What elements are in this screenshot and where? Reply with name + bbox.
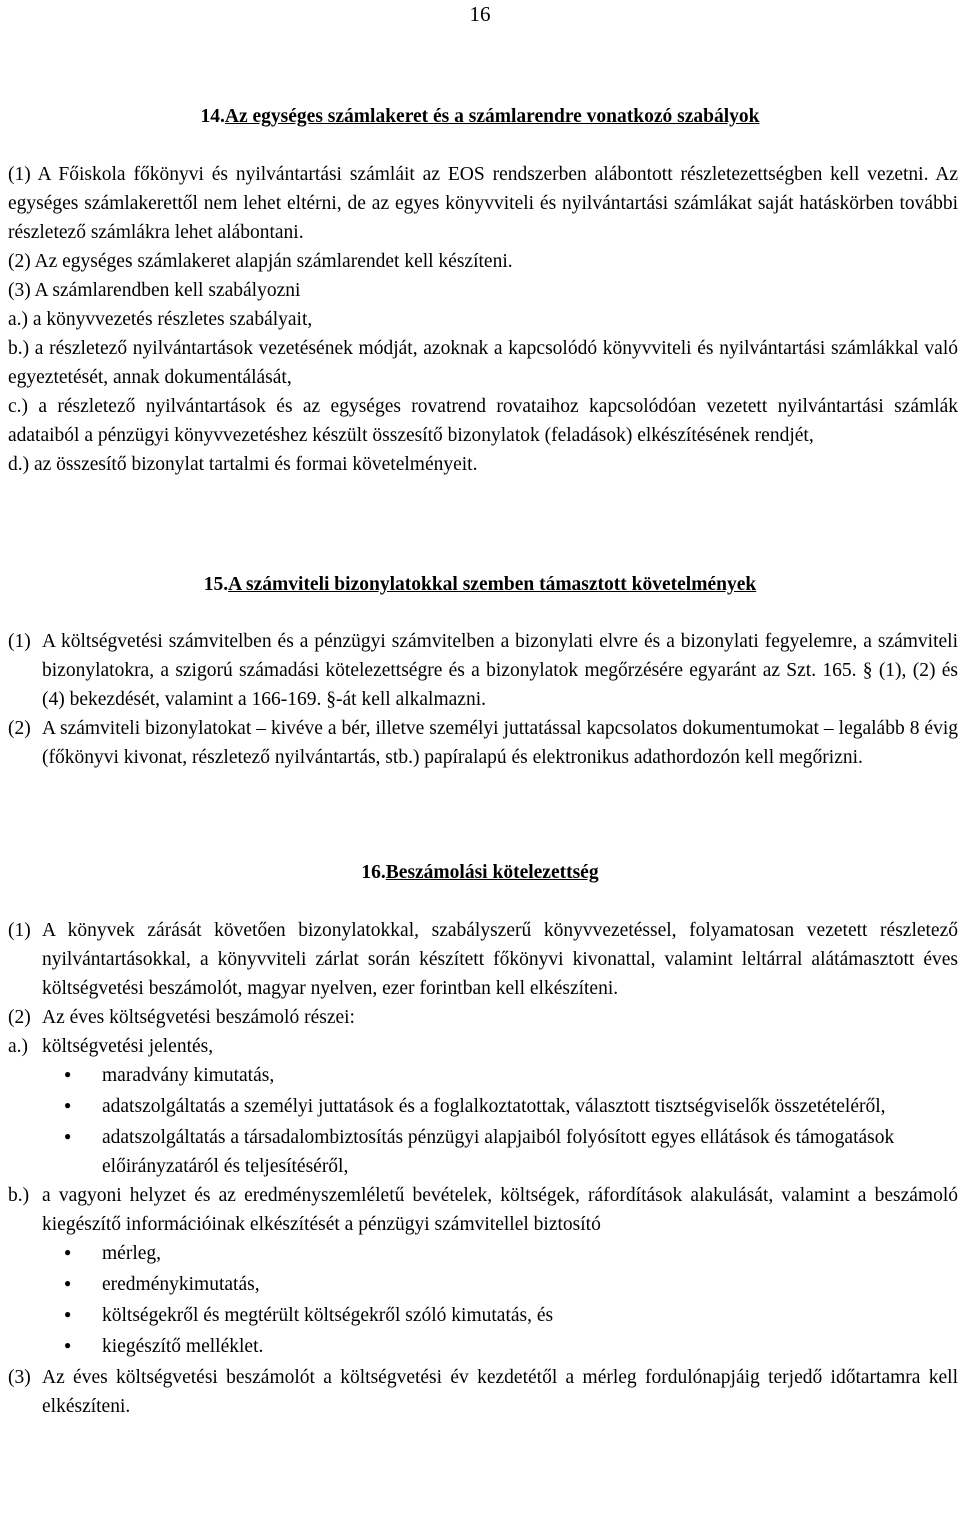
section-16-number: 16. xyxy=(361,862,386,883)
section-14-heading xyxy=(0,102,960,131)
bullet-text: kiegészítő melléklet. xyxy=(102,1336,264,1357)
item-label: a.) xyxy=(8,1036,29,1057)
paragraph-label: (2) xyxy=(8,718,31,739)
bullet-item xyxy=(64,1092,958,1123)
paragraph-label: (1) xyxy=(8,631,31,652)
section-15-number: 15. xyxy=(203,574,229,595)
section-15-paragraph-1 xyxy=(8,627,958,714)
section-16-heading xyxy=(0,858,960,887)
bullet-icon xyxy=(64,1270,102,1301)
section-16-a-bullet-list xyxy=(8,1061,958,1181)
section-14-paragraph-3: (3) A számlarendben kell szabályozni xyxy=(8,280,301,301)
section-14-item-b: b.) a részletező nyilvántartások vezetésének módját, azoknak a kapcsolódó könyvviteli és nyilvántartási számlákkal való egyeztetését, annak dokumentálását, xyxy=(8,338,958,388)
bullet-icon xyxy=(64,1332,102,1363)
section-16-body xyxy=(8,916,958,1421)
section-15-title: A számviteli bizonylatokkal szemben támasztott követelmények xyxy=(228,574,757,595)
bullet-text: mérleg, xyxy=(102,1243,162,1264)
section-16-paragraph-2 xyxy=(8,1003,958,1032)
section-14-item-c: c.) a részletező nyilvántartások és az egységes rovatrend rovataihoz kapcsolódóan vezetett nyilvántartási számlák adataiból a pénzügyi könyvvezetéshez készült összesítő bizonylatok (feladások) elkészítésének rendjét, xyxy=(8,396,958,446)
bullet-icon xyxy=(64,1239,102,1270)
paragraph-text: A költségvetési számvitelben és a pénzügyi számvitelben a bizonylati elvre és a bizonylati fegyelemre, a számviteli bizonylatokra, a szigorú számadási kötelezettségre és a bizonylatok megőrzésére egyaránt az Szt. 165. § (1), (2) és (4) bekezdését, valamint a 166-169. §-át kell alkalmazni. xyxy=(42,631,958,710)
paragraph-text: A számviteli bizonylatokat – kivéve a bér, illetve személyi juttatással kapcsolatos dokumentumokat – legalább 8 évig (főkönyvi kivonat, részletező nyilvántartás, stb.) papíralapú és elektronikus adathordozón kell megőrizni. xyxy=(42,718,958,768)
section-14-paragraph-2: (2) Az egységes számlakeret alapján számlarendet kell készíteni. xyxy=(8,251,513,272)
bullet-item xyxy=(64,1270,958,1301)
bullet-item xyxy=(64,1061,958,1092)
bullet-item xyxy=(64,1332,958,1363)
bullet-icon xyxy=(64,1092,102,1123)
item-label: b.) xyxy=(8,1185,30,1206)
bullet-item xyxy=(64,1239,958,1270)
bullet-text: adatszolgáltatás a személyi juttatások és a foglalkoztatottak, választott tisztségviselők összetételéről, xyxy=(102,1096,886,1117)
bullet-text: eredménykimutatás, xyxy=(102,1274,260,1295)
bullet-icon xyxy=(64,1301,102,1332)
paragraph-label: (3) xyxy=(8,1367,31,1388)
paragraph-label: (2) xyxy=(8,1007,31,1028)
section-14-item-a: a.) a könyvvezetés részletes szabályait, xyxy=(8,309,313,330)
section-14-number: 14. xyxy=(200,106,225,127)
page-number: 16 xyxy=(469,2,491,26)
bullet-text: költségekről és megtérült költségekről szóló kimutatás, és xyxy=(102,1305,554,1326)
section-16-paragraph-1 xyxy=(8,916,958,1003)
bullet-icon xyxy=(64,1123,102,1181)
section-16-b-bullet-list xyxy=(8,1239,958,1363)
section-14-body xyxy=(8,160,958,479)
item-text: költségvetési jelentés, xyxy=(42,1036,214,1057)
section-16-item-b xyxy=(8,1181,958,1239)
paragraph-label: (1) xyxy=(8,920,31,941)
paragraph-text: A könyvek zárását követően bizonylatokkal, szabályszerű könyvvezetéssel, folyamatosan vezetett részletező nyilvántartásokkal, a könyvviteli zárlat során készített főkönyvi kivonattal, valamint leltárral alátámasztott éves költségvetési beszámolót, magyar nyelven, ezer forintban kell elkészíteni. xyxy=(42,920,958,999)
bullet-item xyxy=(64,1301,958,1332)
section-15-heading xyxy=(0,570,960,599)
section-16-item-a xyxy=(8,1032,958,1061)
section-16-title: Beszámolási kötelezettség xyxy=(385,862,599,883)
section-14-item-d: d.) az összesítő bizonylat tartalmi és formai követelményeit. xyxy=(8,454,478,475)
bullet-text: adatszolgáltatás a társadalombiztosítás pénzügyi alapjaiból folyósított egyes ellátások és támogatások előirányzatáról és teljesítéséről, xyxy=(102,1127,895,1177)
bullet-text: maradvány kimutatás, xyxy=(102,1065,275,1086)
bullet-item xyxy=(64,1123,958,1181)
section-16-paragraph-3 xyxy=(8,1363,958,1421)
section-14-title: Az egységes számlakeret és a számlarendre vonatkozó szabályok xyxy=(224,106,760,127)
section-15-body xyxy=(8,627,958,772)
bullet-icon xyxy=(64,1061,102,1092)
section-14-paragraph-1: (1) A Főiskola főkönyvi és nyilvántartási számláit az EOS rendszerben alábontott részletezettségben kell vezetni. Az egységes számlakerettől nem lehet eltérni, de az egyes könyvviteli és nyilvántartási számlákat saját hatáskörben további részletező számlákra lehet alábontani. xyxy=(8,164,958,243)
paragraph-text: Az éves költségvetési beszámoló részei: xyxy=(42,1007,355,1028)
paragraph-text: Az éves költségvetési beszámolót a költségvetési év kezdetétől a mérleg fordulónapjáig terjedő időtartamra kell elkészíteni. xyxy=(42,1367,958,1417)
section-15-paragraph-2 xyxy=(8,714,958,772)
item-text: a vagyoni helyzet és az eredményszemléletű bevételek, költségek, ráfordítások alakulását, valamint a beszámoló kiegészítő információinak elkészítését a pénzügyi számvitellel biztosító xyxy=(42,1185,958,1235)
